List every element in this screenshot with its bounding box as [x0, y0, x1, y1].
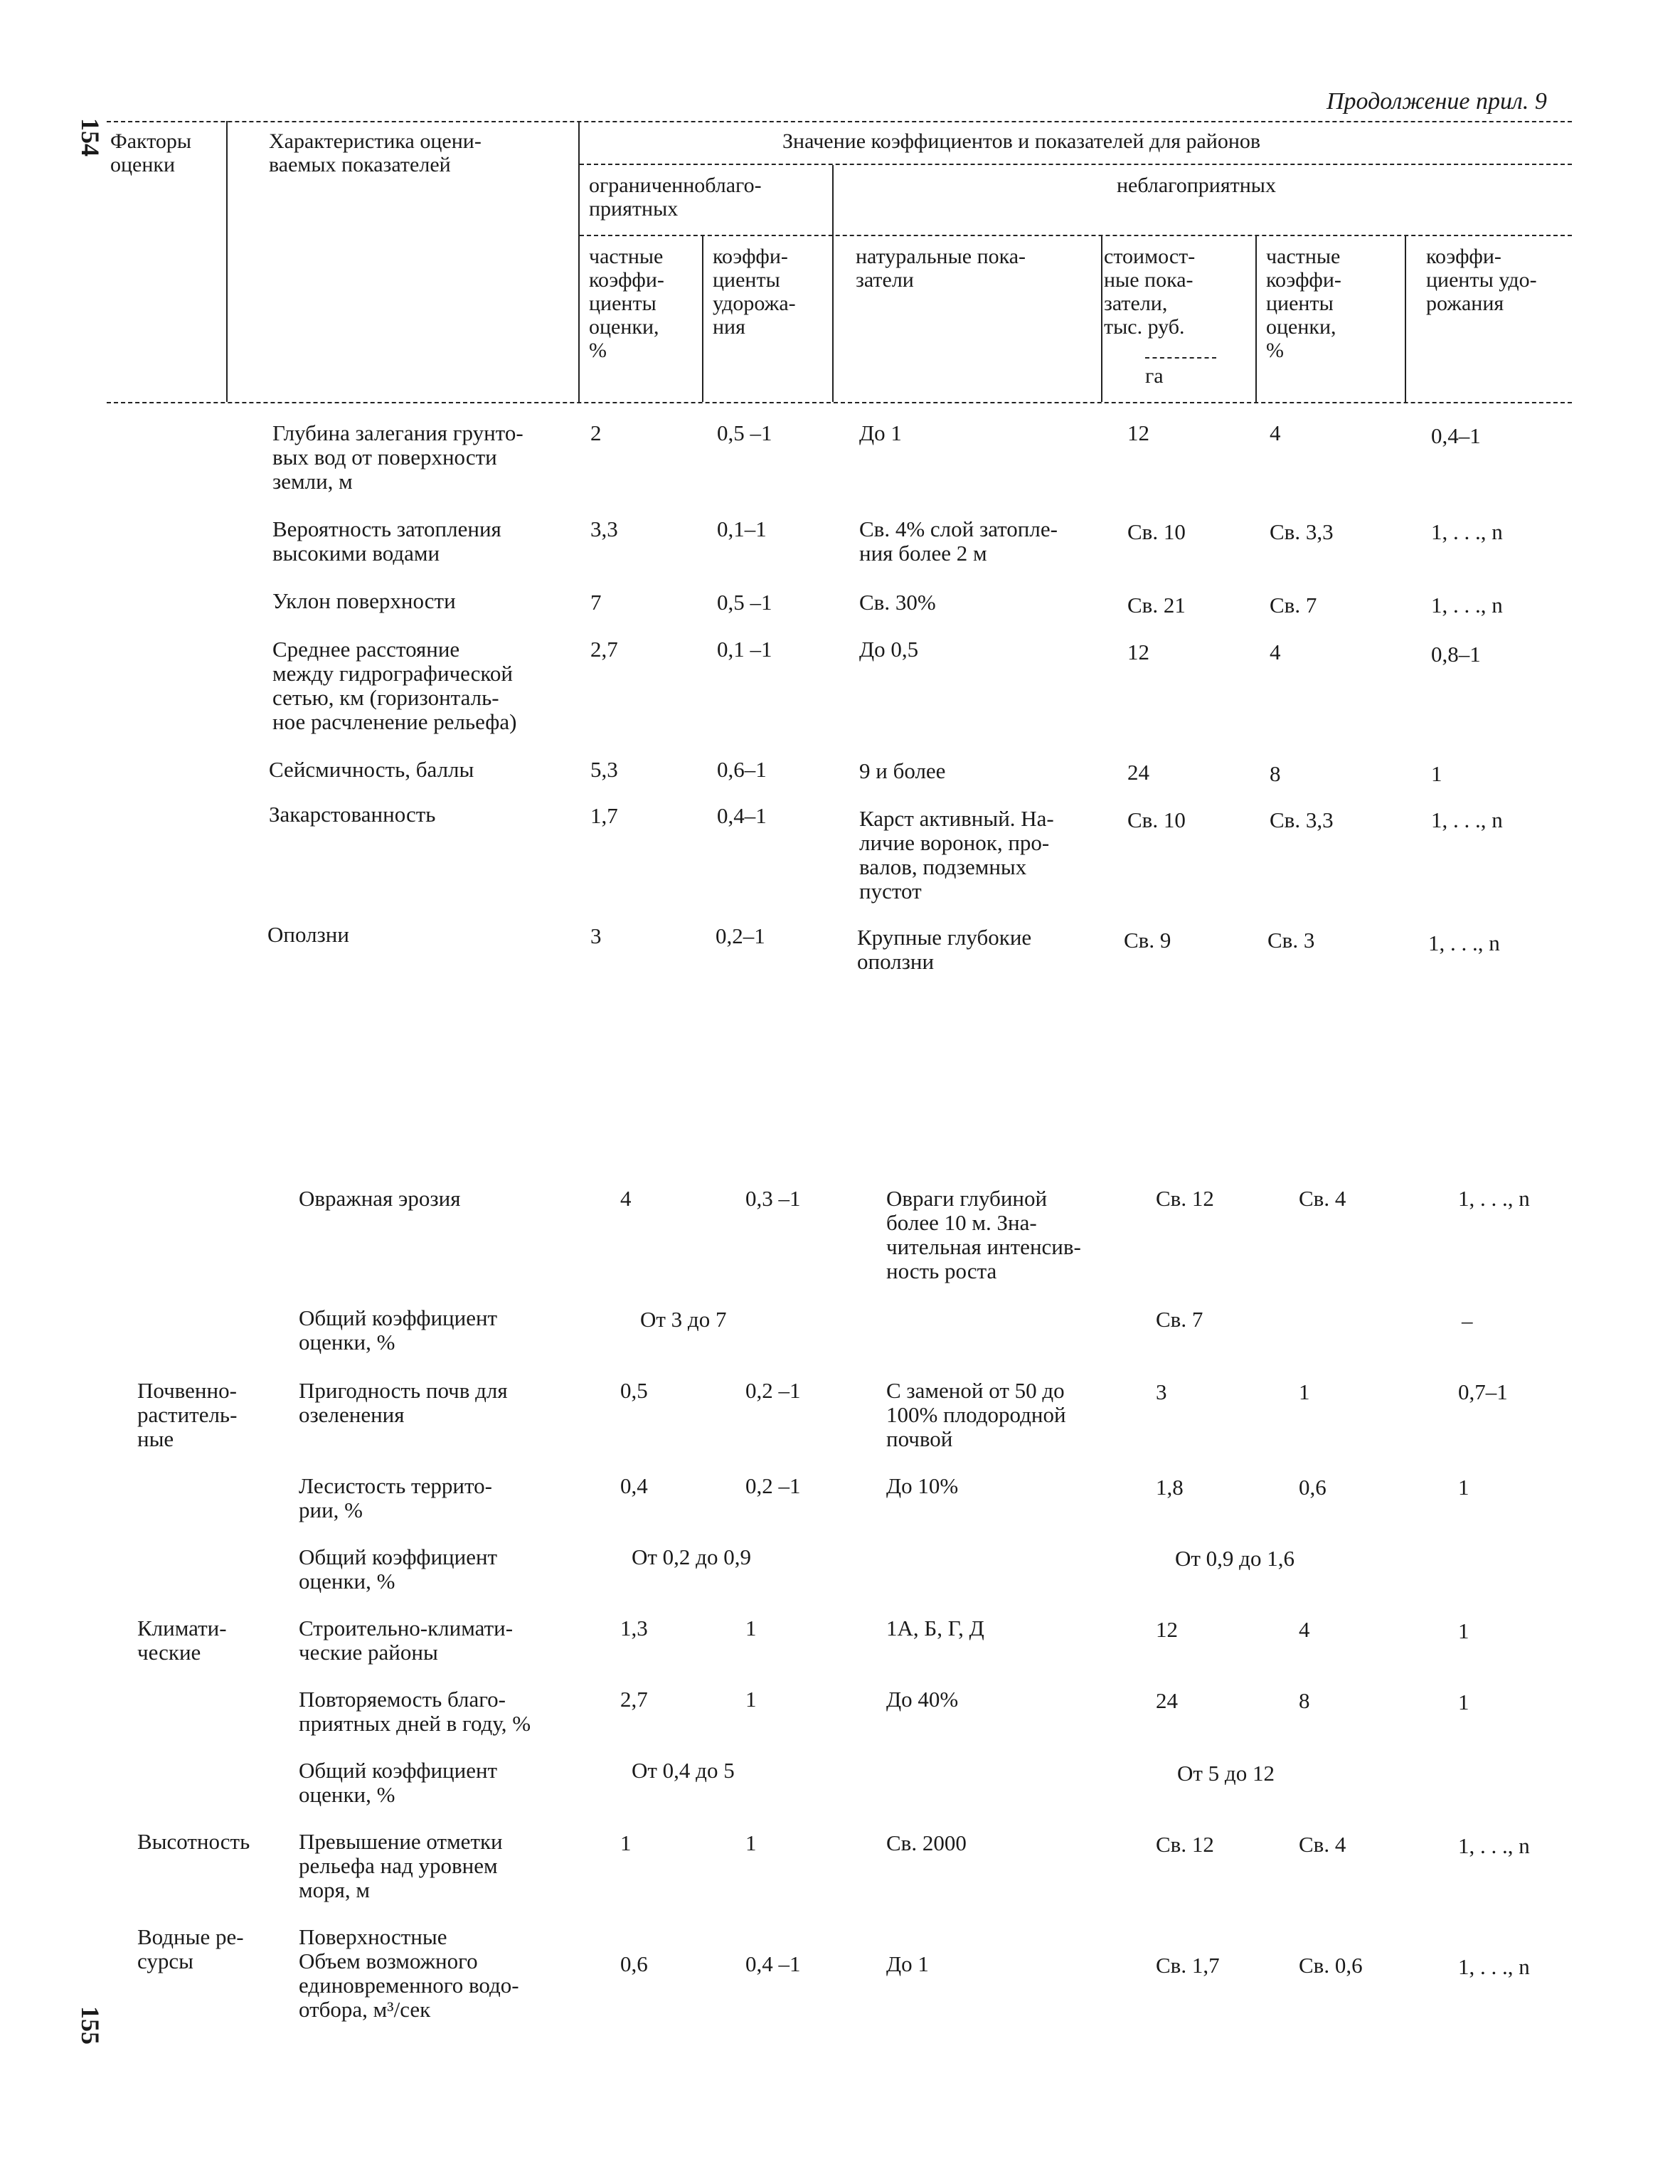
cell-nat: До 1 — [886, 1951, 929, 1976]
cell-c1: 0,3 –1 — [745, 1186, 801, 1211]
cell-c2: 0,7–1 — [1458, 1379, 1508, 1404]
cell-char: Строительно-климати- ческие районы — [299, 1616, 514, 1665]
cell-nat: С заменой от 50 до 100% плодородной почвой — [886, 1378, 1066, 1451]
cell-factor: Водные ре- сурсы — [137, 1924, 244, 1973]
cell-p2: Св. 3 — [1267, 928, 1315, 953]
cell-char: Среднее расстояние между гидрографической сетью, км (горизонталь- ное расчленение рельефа) — [272, 637, 517, 734]
cell-c2: 1 — [1458, 1690, 1469, 1714]
header-lim-partial: частные коэффи- циенты оценки, % — [589, 245, 664, 362]
cell-p1: 7 — [590, 590, 602, 615]
cell-p1: 2,7 — [590, 637, 618, 662]
cell-p2: 0,6 — [1299, 1475, 1327, 1500]
cell-char: Лесистость террито- рии, % — [299, 1473, 492, 1522]
page-number-top: 154 — [76, 118, 105, 157]
cell-char: Общий коэффициент оценки, % — [299, 1758, 498, 1807]
header-characteristic: Характеристика оцени- ваемых показателей — [269, 129, 482, 176]
cell-cost: Св. 21 — [1127, 593, 1186, 617]
cell-p2: 8 — [1299, 1688, 1310, 1713]
cell-cost: 24 — [1127, 760, 1149, 785]
cell-p2: Св. 3,3 — [1270, 519, 1334, 544]
header-unf-coef: коэффи- циенты удо- рожания — [1426, 245, 1537, 315]
cell-p2: Св. 7 — [1270, 593, 1317, 617]
header-lim-coef: коэффи- циенты удорожа- ния — [713, 245, 796, 339]
cell-char: Овражная эрозия — [299, 1186, 461, 1211]
cell-p2: 4 — [1270, 640, 1281, 664]
header-unfavorable: неблагоприятных — [1117, 174, 1276, 197]
header-cost: стоимост- ные пока- затели, тыс. руб. — [1104, 245, 1196, 339]
cell-p2: Св. 0,6 — [1299, 1953, 1363, 1978]
cell-cost: Св. 10 — [1127, 519, 1186, 544]
cell-c2: 0,4–1 — [1431, 423, 1481, 448]
cell-p2: Св. 4 — [1299, 1186, 1346, 1211]
cell-c1: 1 — [745, 1616, 757, 1640]
cell-factor: Высотность — [137, 1829, 250, 1854]
continuation-label: Продолжение прил. 9 — [1327, 88, 1547, 115]
cell-nat: Карст активный. На- личие воронок, про- валов, подземных пустот — [859, 806, 1054, 903]
cell-lim-span: От 3 до 7 — [640, 1307, 727, 1332]
cell-char: Вероятность затопления высокими водами — [272, 516, 501, 566]
page-number-bottom: 155 — [76, 2006, 105, 2045]
cell-nat: Крупные глубокие оползни — [857, 925, 1032, 974]
cell-c2: 1, . . ., n — [1458, 1186, 1530, 1211]
vline-natural — [1101, 236, 1102, 402]
cell-p1: 2 — [590, 420, 602, 445]
cell-c1: 0,2 –1 — [745, 1473, 801, 1498]
vline-lim-coef — [702, 236, 703, 402]
cell-cost: Св. 10 — [1127, 807, 1186, 832]
cell-nat: Овраги глубиной более 10 м. Зна- чительная интенсив- ность роста — [886, 1186, 1081, 1283]
cell-char: Поверхностные Объем возможного единовременного водо- отбора, м³/сек — [299, 1924, 519, 2022]
cell-char: Закарстованность — [269, 802, 436, 827]
cell-c1: 0,1 –1 — [717, 637, 772, 662]
cell-c2: 1, . . ., n — [1458, 1954, 1530, 1979]
cell-lim-span: От 0,4 до 5 — [632, 1758, 735, 1783]
cell-p1: 1 — [620, 1830, 632, 1855]
cell-p2: 8 — [1270, 761, 1281, 786]
header-rule-3 — [580, 235, 1572, 236]
cell-cost: 12 — [1127, 640, 1149, 664]
cell-p1: 1,3 — [620, 1616, 648, 1640]
cell-p1: 1,7 — [590, 803, 618, 828]
cell-nat: 1А, Б, Г, Д — [886, 1616, 984, 1640]
header-natural: натуральные пока- затели — [856, 245, 1026, 292]
cell-c2: 1, . . ., n — [1431, 807, 1503, 832]
cell-cost: Св. 7 — [1156, 1307, 1203, 1332]
cell-char: Повторяемость благо- приятных дней в году, % — [299, 1687, 531, 1736]
cell-cost: Св. 12 — [1156, 1832, 1214, 1857]
cell-nat: Св. 2000 — [886, 1830, 967, 1855]
cell-nat: Св. 4% слой затопле- ния более 2 м — [859, 516, 1058, 566]
cell-c2: 1 — [1431, 761, 1442, 786]
header-bottom-rule — [107, 402, 1572, 403]
cell-cost: 3 — [1156, 1379, 1167, 1404]
cell-p1: 0,4 — [620, 1473, 648, 1498]
cell-nat: До 0,5 — [859, 637, 919, 662]
cell-char: Оползни — [267, 922, 349, 947]
header-top-rule — [107, 121, 1572, 122]
cell-char: Общий коэффициент оценки, % — [299, 1544, 498, 1594]
cell-char: Уклон поверхности — [272, 588, 456, 613]
cell-c1: 0,2 –1 — [745, 1378, 801, 1403]
cell-p1: 0,6 — [620, 1951, 648, 1976]
cell-c2: 1 — [1458, 1618, 1469, 1643]
cell-c2: 1 — [1458, 1475, 1469, 1500]
cell-cost: 1,8 — [1156, 1475, 1184, 1500]
cell-p2: 1 — [1299, 1379, 1310, 1404]
cell-p2: 4 — [1299, 1617, 1310, 1642]
cell-char: Сейсмичность, баллы — [269, 757, 474, 782]
cell-p1: 3,3 — [590, 516, 618, 541]
cell-c1: 0,4–1 — [717, 803, 767, 828]
cell-c1: 1 — [745, 1687, 757, 1712]
cell-c1: 0,2–1 — [716, 923, 765, 948]
cell-factor: Климати- ческие — [137, 1616, 227, 1665]
cost-unit-rule — [1145, 357, 1216, 359]
header-factors: Факторы оценки — [110, 129, 192, 176]
cell-c2: 1, . . ., n — [1428, 931, 1500, 955]
cell-cost: Св. 12 — [1156, 1186, 1214, 1211]
cell-nat: 9 и более — [859, 758, 946, 783]
vline-char — [578, 121, 580, 402]
cell-unf-span: От 5 до 12 — [1177, 1761, 1275, 1786]
cell-nat: До 10% — [886, 1473, 959, 1498]
cell-cost: Св. 9 — [1124, 928, 1171, 953]
vline-partial — [1405, 236, 1406, 402]
cell-c1: 0,5 –1 — [717, 420, 772, 445]
cell-cost: 12 — [1156, 1617, 1178, 1642]
cell-cost: 24 — [1156, 1688, 1178, 1713]
cell-nat: До 1 — [859, 420, 902, 445]
cell-p2: 4 — [1270, 420, 1281, 445]
cell-char: Превышение отметки рельефа над уровнем моря, м — [299, 1829, 503, 1902]
cell-cost: 12 — [1127, 420, 1149, 445]
cell-p2: Св. 4 — [1299, 1832, 1346, 1857]
cell-p2: Св. 3,3 — [1270, 807, 1334, 832]
cell-p1: 3 — [590, 923, 602, 948]
cell-c2: 0,8–1 — [1431, 642, 1481, 667]
cell-c2: – — [1462, 1308, 1473, 1333]
cell-lim-span: От 0,2 до 0,9 — [632, 1544, 751, 1569]
cell-c2: 1, . . ., n — [1431, 519, 1503, 544]
header-rule-2 — [580, 164, 1572, 165]
vline-cost — [1255, 236, 1257, 402]
cell-unf-span: От 0,9 до 1,6 — [1175, 1546, 1294, 1571]
cell-cost: Св. 1,7 — [1156, 1953, 1220, 1978]
cell-c1: 0,5 –1 — [717, 590, 772, 615]
cell-factor: Почвенно- раститель- ные — [137, 1378, 238, 1451]
vline-limited — [832, 165, 834, 402]
cell-char: Общий коэффициент оценки, % — [299, 1305, 498, 1355]
cell-c1: 0,6–1 — [717, 757, 767, 782]
cell-c2: 1, . . ., n — [1431, 593, 1503, 617]
cell-p1: 0,5 — [620, 1378, 648, 1403]
cell-nat: Св. 30% — [859, 590, 936, 615]
cell-char: Глубина залегания грунто- вых вод от поверхности земли, м — [272, 420, 523, 494]
cell-char: Пригодность почв для озеленения — [299, 1378, 508, 1427]
cell-nat: До 40% — [886, 1687, 959, 1712]
cell-c1: 1 — [745, 1830, 757, 1855]
cell-c1: 0,4 –1 — [745, 1951, 801, 1976]
cell-p1: 5,3 — [590, 757, 618, 782]
cell-c1: 0,1–1 — [717, 516, 767, 541]
vline-factors — [226, 121, 228, 402]
cell-p1: 4 — [620, 1186, 632, 1211]
header-cost-unit: га — [1145, 364, 1164, 388]
header-unf-partial: частные коэффи- циенты оценки, % — [1266, 245, 1341, 362]
cell-c2: 1, . . ., n — [1458, 1833, 1530, 1858]
cell-p1: 2,7 — [620, 1687, 648, 1712]
header-limited: ограниченноблаго- приятных — [589, 174, 762, 221]
header-values: Значение коэффициентов и показателей для районов — [782, 129, 1261, 153]
